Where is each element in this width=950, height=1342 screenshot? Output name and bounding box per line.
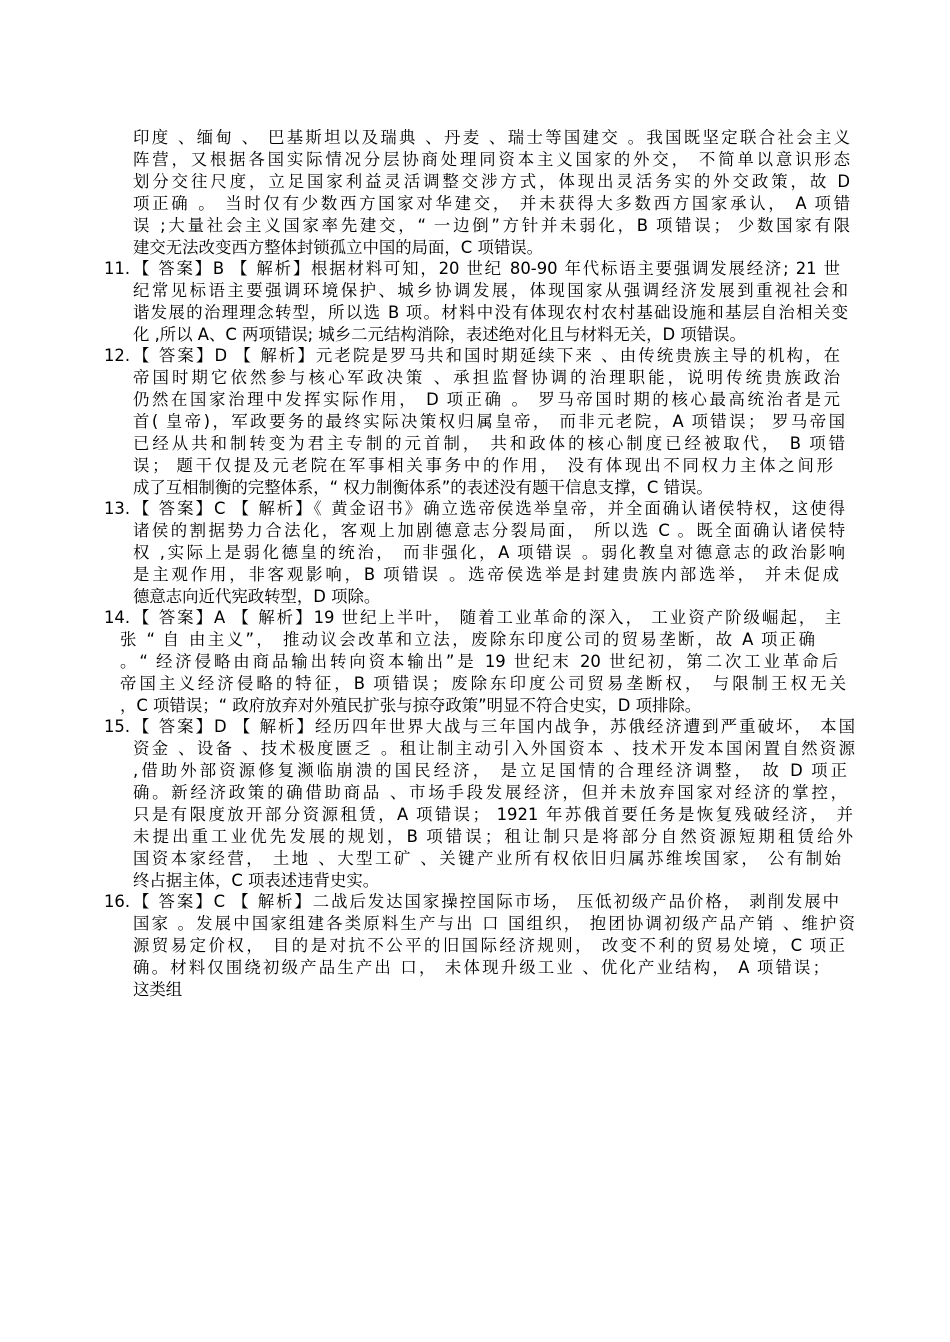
item-number: 11. <box>104 259 131 278</box>
item-number: 14. <box>104 608 131 627</box>
text-line: 权 ,实际上是弱化德皇的统治， 而非强化，A 项错误 。弱化教皇对德意志的政治影响 <box>133 543 845 562</box>
text-line: 建交无法改变西方整体封锁孤立中国的局面，C 项错误。 <box>133 238 544 257</box>
text-line: 化 ,所以 A、C 两项错误; 城乡二元结构消除，表述绝对化且与材料无关，D 项错误。 <box>133 325 746 344</box>
text-line: 。“ 经济侵略由商品输出转向资本输出”是 19 世纪末 20 世纪初，第二次工业革命后 <box>120 652 838 671</box>
text-line: 确。材料仅围绕初级产品生产出 口， 未体现升级工业 、优化产业结构， A 项错误； <box>133 958 829 977</box>
text-line: 终占据主体，C 项表述违背史实。 <box>133 871 380 890</box>
text-line: 印度 、缅甸 、 巴基斯坦以及瑞典 、丹麦 、瑞士等国建交 。我国既坚定联合社会主义 <box>133 128 850 147</box>
text-line: 【 答案】B 【 解析】根据材料可知，20 世纪 80-90 年代标语主要强调发展经济; 21 世 <box>133 259 840 278</box>
text-line: 确。新经济政策的确借助商品 、市场手段发展经济，但并未放弃国家对经济的掌控， <box>133 783 847 802</box>
text-line: 【 答案】C 【 解析】《 黄金诏书》确立选帝侯选举皇帝，并全面确认诸侯特权，这使得 <box>133 499 845 518</box>
text-line: 张 “ 自 由主义”， 推动议会改革和立法，废除东印度公司的贸易垄断，故 A 项正确 <box>120 630 815 649</box>
text-line: ，C 项错误；“ 政府放弃对外殖民扩张与掠夺政策”明显不符合史实，D 项排除。 <box>120 696 702 715</box>
text-line: 已经从共和制转变为君主专制的元首制， 共和政体的核心制度已经被取代， B 项错 <box>133 434 845 453</box>
text-line: 【 答案】D 【 解析】元老院是罗马共和国时期延续下来 、由传统贵族主导的机构，在 <box>133 346 840 365</box>
text-line: 国家 。发展中国家组建各类原料生产与出 口 国组织， 抱团协调初级产品产销 、维护资 <box>133 914 855 933</box>
text-line: 划分交往尺度，立足国家利益灵活调整交涉方式，体现出灵活务实的外交政策，故 D <box>133 172 850 191</box>
text-line: 只是有限度放开部分资源租赁，A 项错误； 1921 年苏俄首要任务是恢复残破经济， 并 <box>133 805 853 824</box>
text-line: 仍然在国家治理中发挥实际作用， D 项正确 。 罗马帝国时期的核心最高统治者是元 <box>133 390 840 409</box>
text-line: 诸侯的割据势力合法化，客观上加剧德意志分裂局面， 所以选 C 。既全面确认诸侯特 <box>133 521 845 540</box>
text-line: 这类组 <box>133 980 183 999</box>
text-line: 源贸易定价权， 目的是对抗不公平的旧国际经济规则， 改变不利的贸易处境，C 项正 <box>133 936 845 955</box>
text-line: 帝国主义经济侵略的特征，B 项错误；废除东印度公司贸易垄断权， 与限制王权无关 <box>120 674 846 693</box>
item-number: 12. <box>104 346 131 365</box>
text-line: 项正确 。 当时仅有少数西方国家对华建交， 并未获得大多数西方国家承认， A 项错 <box>133 194 850 213</box>
text-line: 误 ;大量社会主义国家率先建交，“ 一边倒”方针并未弱化，B 项错误； 少数国家有限 <box>133 216 850 235</box>
text-line: 成了互相制衡的完整体系，“ 权力制衡体系”的表述没有题干信息支撑，C 错误。 <box>133 478 713 497</box>
item-number: 15. <box>104 717 131 736</box>
text-line: 误； 题干仅提及元老院在军事相关事务中的作用， 没有体现出不同权力主体之间形 <box>133 456 833 475</box>
text-line: 阵营，又根据各国实际情况分层协商处理同资本主义国家的外交， 不简单以意识形态 <box>133 150 850 169</box>
text-line: 未提出重工业优先发展的规划，B 项错误；租让制只是将部分自然资源短期租赁给外 <box>133 827 853 846</box>
text-line: 国资本家经营， 土地 、大型工矿 、关键产业所有权依旧归属苏维埃国家， 公有制始 <box>133 849 841 868</box>
text-line: 首( 皇帝)，军政要务的最终实际决策权归属皇帝， 而非元老院，A 项错误； 罗马帝国 <box>133 412 845 431</box>
text-line: 【 答案】C 【 解析】二战后发达国家操控国际市场， 压低初级产品价格， 剥削发展中 <box>133 892 839 911</box>
item-number: 13. <box>104 499 131 518</box>
text-line: 【 答案】A 【 解析】19 世纪上半叶， 随着工业革命的深入， 工业资产阶级崛起， 主 <box>133 608 841 627</box>
text-line: 是主观作用，非客观影响，B 项错误 。选帝侯选举是封建贵族内部选举， 并未促成 <box>133 565 839 584</box>
text-line: 资金 、设备 、技术极度匮乏 。租让制主动引入外国资本 、技术开发本国闲置自然资源 <box>133 739 855 758</box>
text-line: 【 答案】D 【 解析】经历四年世界大战与三年国内战争，苏俄经济遭到严重破坏， 本国 <box>133 717 855 736</box>
text-line: ,借助外部资源修复濒临崩溃的国民经济， 是立足国情的合理经济调整， 故 D 项正 <box>133 761 847 780</box>
text-line: 谐发展的治理理念转型，所以选 B 项。材料中没有体现农村农村基础设施和基层自治相关变 <box>133 303 848 322</box>
text-line: 德意志向近代宪政转型，D 项除。 <box>133 587 381 606</box>
text-line: 帝国时期它依然参与核心军政决策 、承担监督协调的治理职能，说明传统贵族政治 <box>133 368 840 387</box>
item-number: 16. <box>104 892 131 911</box>
text-line: 纪常见标语主要强调环境保护、城乡协调发展，体现国家从强调经济发展到重视社会和 <box>133 281 848 300</box>
